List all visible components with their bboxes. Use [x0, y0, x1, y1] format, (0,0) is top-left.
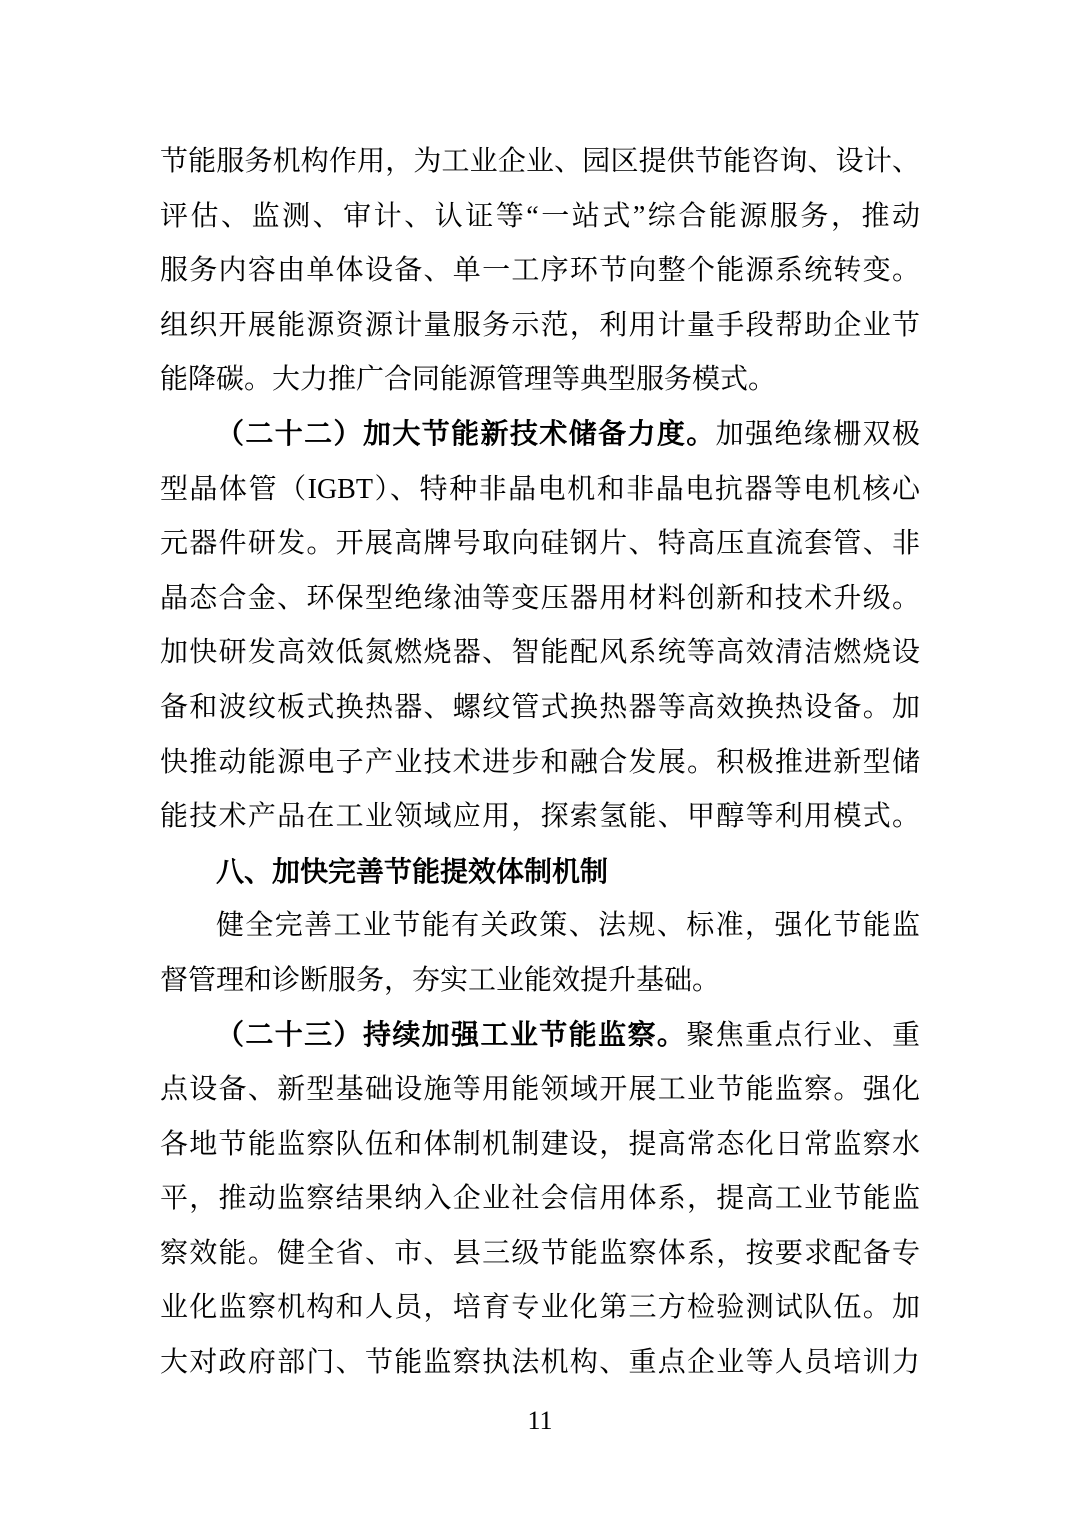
text-segment: 加快研发高效低氮燃烧器、智能配风系统等高效清洁燃烧设 [160, 637, 920, 669]
text-line [160, 626, 920, 681]
bold-text-segment: （二十三）持续加强工业节能监察。 [216, 1019, 687, 1051]
text-segment: 平，推动监察结果纳入企业社会信用体系，提高工业节能监 [160, 1183, 920, 1215]
text-line [160, 572, 920, 627]
document-text-block [160, 135, 920, 1391]
bold-text-segment: （二十二）加大节能新技术储备力度。 [216, 418, 716, 450]
text-line [160, 681, 920, 736]
text-line [160, 1118, 920, 1173]
text-line [160, 190, 920, 245]
text-segment: 快推动能源电子产业技术进步和融合发展。积极推进新型储 [160, 746, 920, 778]
text-segment: 点设备、新型基础设施等用能领域开展工业节能监察。强化 [160, 1074, 920, 1106]
text-line [160, 1227, 920, 1282]
text-line [160, 736, 920, 791]
text-segment: 元器件研发。开展高牌号取向硅钢片、特高压直流套管、非 [160, 528, 920, 560]
text-segment: 评估、监测、审计、认证等“一站式”综合能源服务，推动 [160, 200, 920, 232]
text-segment: 服务内容由单体设备、单一工序环节向整个能源系统转变。 [160, 255, 920, 287]
text-line [160, 954, 920, 1009]
text-line [160, 1172, 920, 1227]
text-line [160, 1336, 920, 1391]
text-segment: 督管理和诊断服务，夯实工业能效提升基础。 [160, 964, 721, 996]
text-line [160, 899, 920, 954]
text-line [160, 299, 920, 354]
text-segment: 察效能。健全省、市、县三级节能监察体系，按要求配备专 [160, 1237, 920, 1269]
text-segment: 业化监察机构和人员，培育专业化第三方检验测试队伍。加 [160, 1292, 920, 1324]
text-line [160, 244, 920, 299]
text-line [160, 408, 920, 463]
text-segment: 型晶体管（IGBT）、特种非晶电机和非晶电抗器等电机核心 [160, 473, 920, 505]
text-segment: 组织开展能源资源计量服务示范，利用计量手段帮助企业节 [160, 309, 920, 341]
text-line [160, 463, 920, 518]
text-segment: 大对政府部门、节能监察执法机构、重点企业等人员培训力 [160, 1347, 920, 1379]
section-heading [160, 845, 920, 900]
text-segment: 能降碳。大力推广合同能源管理等典型服务模式。 [160, 364, 777, 396]
text-line [160, 790, 920, 845]
text-line [160, 135, 920, 190]
text-segment: 加强绝缘栅双极 [715, 418, 920, 450]
page-number: 11 [527, 1406, 553, 1435]
text-line [160, 1063, 920, 1118]
bold-text-segment: 八、加快完善节能提效体制机制 [216, 855, 609, 887]
text-segment: 能技术产品在工业领域应用，探索氢能、甲醇等利用模式。 [160, 801, 920, 833]
text-line [160, 1281, 920, 1336]
text-segment: 健全完善工业节能有关政策、法规、标准，强化节能监 [216, 910, 920, 942]
text-line [160, 353, 920, 408]
text-segment: 备和波纹板式换热器、螺纹管式换热器等高效换热设备。加 [160, 691, 920, 723]
text-segment: 各地节能监察队伍和体制机制建设，提高常态化日常监察水 [160, 1128, 920, 1160]
text-segment: 晶态合金、环保型绝缘油等变压器用材料创新和技术升级。 [160, 582, 920, 614]
text-line [160, 1009, 920, 1064]
text-segment: 节能服务机构作用，为工业企业、园区提供节能咨询、设计、 [160, 146, 920, 177]
text-segment: 聚焦重点行业、重 [686, 1019, 920, 1051]
text-line [160, 517, 920, 572]
